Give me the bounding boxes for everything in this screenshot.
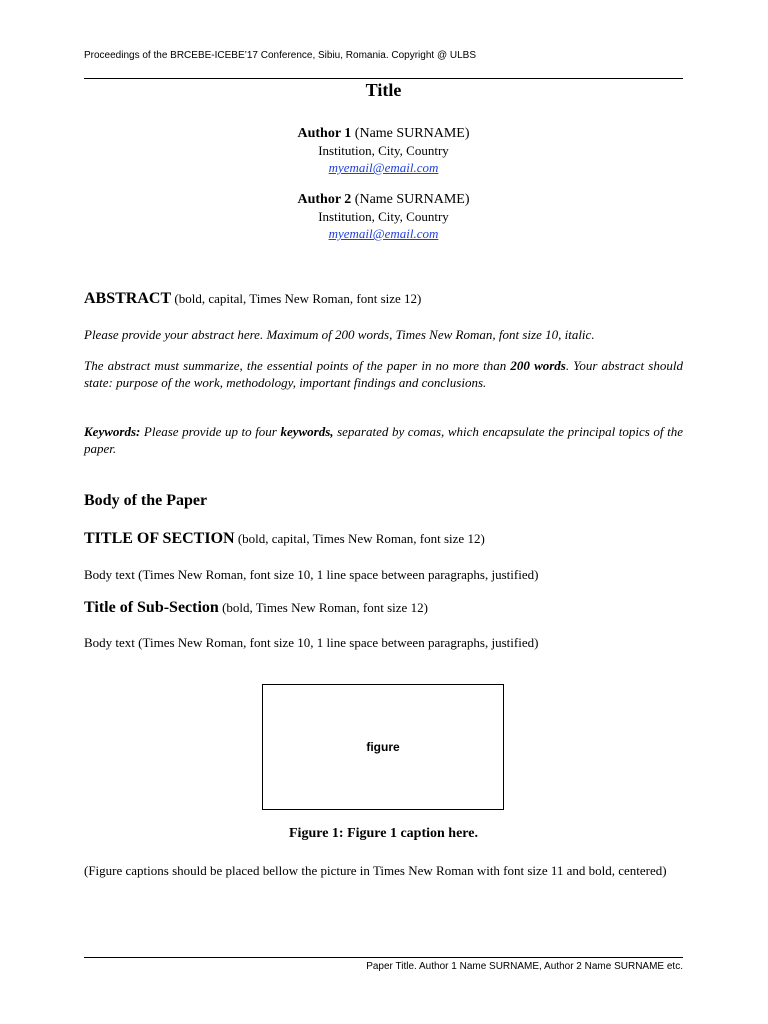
author-2-block xyxy=(84,191,683,242)
author-2-email-link[interactable]: myemail@email.com xyxy=(328,226,439,241)
figure-caption: Figure 1: Figure 1 caption here. xyxy=(289,826,478,841)
subsection-heading-label: Title of Sub-Section xyxy=(84,599,219,616)
abstract-heading-note: (bold, capital, Times New Roman, font size 12) xyxy=(171,291,422,306)
body-title: Body of the Paper xyxy=(84,492,208,509)
abstract-word-limit: 200 words xyxy=(510,358,566,373)
paper-title: Title xyxy=(365,80,402,100)
body-text-1: Body text (Times New Roman, font size 10, 1 line space between paragraphs, justified) xyxy=(84,567,539,582)
keywords-text: Please provide up to four xyxy=(140,424,281,439)
abstract-paragraph-2 xyxy=(84,357,683,391)
keywords-paragraph xyxy=(84,423,683,457)
author-1-name: (Name SURNAME) xyxy=(351,126,470,141)
section-heading xyxy=(84,530,485,548)
figure-placeholder xyxy=(262,684,504,810)
author-2-institution: Institution, City, Country xyxy=(318,209,449,224)
section-heading-label: TITLE OF SECTION xyxy=(84,530,235,547)
running-header: Proceedings of the BRCEBE-ICEBE’17 Conference, Sibiu, Romania. Copyright @ ULBS xyxy=(84,50,477,61)
keywords-label: Keywords: xyxy=(84,424,141,439)
abstract-paragraph-1: Please provide your abstract here. Maximum of 200 words, Times New Roman, font size 10, italic. xyxy=(84,327,595,342)
subsection-heading xyxy=(84,599,428,617)
author-2-label: Author 2 xyxy=(297,192,352,207)
body-text-2: Body text (Times New Roman, font size 10, 1 line space between paragraphs, justified) xyxy=(84,635,539,650)
author-2-name: (Name SURNAME) xyxy=(351,192,470,207)
subsection-heading-note: (bold, Times New Roman, font size 12) xyxy=(218,600,428,615)
abstract-p2-text: The abstract must summarize, the essential points of the paper in no more than xyxy=(84,358,511,373)
running-footer: Paper Title. Author 1 Name SURNAME, Author 2 Name SURNAME etc. xyxy=(366,961,683,972)
header-rule xyxy=(84,78,683,79)
figure-label: figure xyxy=(366,740,400,754)
author-1-block xyxy=(84,125,683,176)
author-1-email-link[interactable]: myemail@email.com xyxy=(328,160,439,175)
keywords-bold: keywords, xyxy=(280,424,334,439)
keywords-text-end: separated by comas, which encapsulate the principal topics of the paper. xyxy=(84,424,683,456)
author-1-label: Author 1 xyxy=(297,126,352,141)
abstract-heading-label: ABSTRACT xyxy=(84,290,172,307)
abstract-heading xyxy=(84,290,421,308)
section-heading-note: (bold, capital, Times New Roman, font size 12) xyxy=(234,531,485,546)
author-2-line xyxy=(84,191,683,208)
author-1-institution: Institution, City, Country xyxy=(318,143,449,158)
footer-rule xyxy=(84,957,683,958)
figure-caption-note: (Figure captions should be placed bellow the picture in Times New Roman with font size 11 and bold, centered) xyxy=(84,863,667,878)
abstract-p2-text-end: . Your abstract should state: purpose of the work, methodology, important findings and conclusions. xyxy=(84,358,683,390)
author-1-line xyxy=(84,125,683,142)
